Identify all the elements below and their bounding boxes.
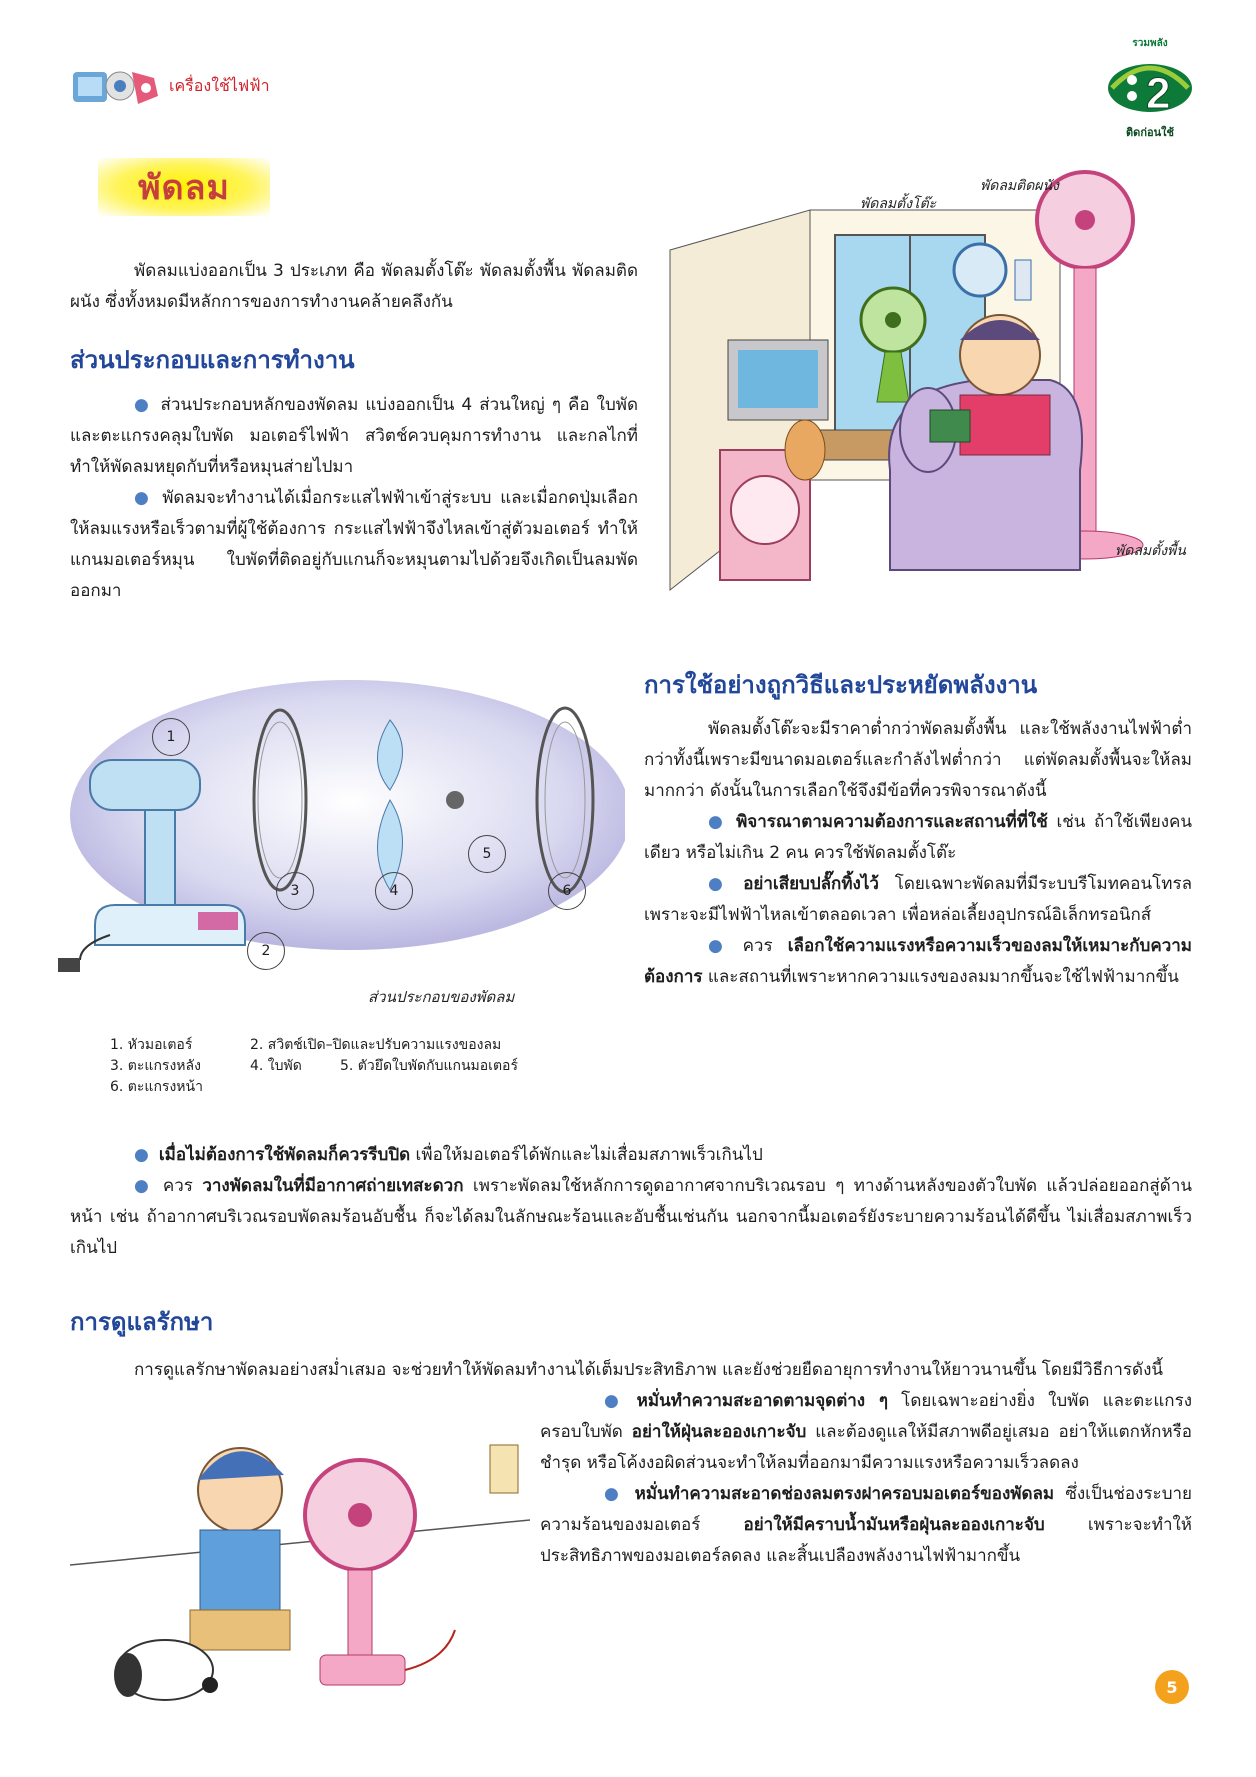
section2-intro: พัดลมตั้งโต๊ะจะมีราคาต่ำกว่าพัดลมตั้งพื้น และใช้พลังงานไฟฟ้าต่ำกว่าทั้งนี้เพราะมีขนาดมอเตอร์และกำลังไฟต่ำกว่า แต่พัดลมตั้งพื้นจะให้ลมมากกว่า ดังนั้นในการเลือกใช้จึงมีข้อที่ควรพิจารณาดังนี้ — [644, 719, 1192, 801]
section2-bullet-2: ● อย่าเสียบปลั๊กทิ้งไว้ โดยเฉพาะพัดลมที่มีระบบรีโมทคอนโทรล เพราะจะมีไฟฟ้าไหลเข้าตลอดเวลา เพื่อหล่อเลี้ยงอุปกรณ์อิเล็กทรอนิกส์ — [644, 874, 1192, 925]
diagram-number-2: 2 — [247, 932, 285, 970]
intro-paragraph — [70, 256, 638, 318]
intro-text: พัดลมแบ่งออกเป็น 3 ประเภท คือ พัดลมตั้งโต๊ะ พัดลมตั้งพื้น พัดลมติดผนัง ซึ่งทั้งหมดมีหลักการของการทำงานคล้ายคลึงกัน — [70, 261, 638, 312]
section2-fullwidth — [70, 1140, 1192, 1264]
bullet-icon: ● — [134, 1176, 153, 1196]
svg-text:รวมพลัง: รวมพลัง — [1132, 38, 1168, 49]
diagram-number-3: 3 — [276, 872, 314, 910]
logo-emblem-icon — [1094, 30, 1208, 142]
section1-paragraph-2: ● พัดลมจะทำงานได้เมื่อกระแสไฟฟ้าเข้าสู่ระบบ และเมื่อกดปุ่มเลือกให้ลมแรงหรือเร็วตามที่ผู้ใช้ต้องการ กระแสไฟฟ้าจึงไหลเข้าสู่ตัวมอเตอร์ ทำให้แกนมอเตอร์หมุน ใบพัดที่ติดอยู่กับแกนก็จะหมุนตามไปด้วยจึงเกิดเป็นลมพัดออกมา — [70, 488, 638, 601]
svg-text:พัดลมติดผนัง: พัดลมติดผนัง — [980, 178, 1059, 194]
section2-body — [644, 714, 1192, 993]
legend-item: 5. ตัวยึดใบพัดกับแกนมอเตอร์ — [340, 1058, 518, 1074]
maintenance-illustration — [70, 1420, 530, 1710]
campaign-logo — [1094, 30, 1208, 142]
svg-text:2: 2 — [1146, 69, 1171, 118]
header-category — [70, 62, 270, 110]
section3-intro: การดูแลรักษาพัดลมอย่างสม่ำเสมอ จะช่วยทำให้พัดลมทำงานได้เต็มประสิทธิภาพ และยังช่วยยืดอายุการทำงานให้ยาวนานขึ้น โดยมีวิธีการดังนี้ — [134, 1360, 1163, 1380]
section-heading-components: ส่วนประกอบและการทำงาน — [70, 346, 355, 374]
boy-cleaning-fan-image — [70, 1420, 530, 1710]
section2-bullet-1: ● พิจารณาตามความต้องการและสถานที่ที่ใช้ เช่น ถ้าใช้เพียงคนเดียว หรือไม่เกิน 2 คน ควรใช้พัดลมตั้งโต๊ะ — [644, 812, 1192, 863]
section2-bullet-3: ● ควร เลือกใช้ความแรงหรือความเร็วของลมให้เหมาะกับความต้องการ และสถานที่เพราะหากความแรงของลมมากขึ้นจะใช้ไฟฟ้ามากขึ้น — [644, 936, 1192, 987]
diagram-number-6: 6 — [548, 872, 586, 910]
section1-paragraph-1: ● ส่วนประกอบหลักของพัดลม แบ่งออกเป็น 4 ส่วนใหญ่ ๆ คือ ใบพัดและตะแกรงคลุมใบพัด มอเตอร์ไฟฟ้า สวิตช์ควบคุมการทำงาน และกลไกที่ทำให้พัดลมหยุดกับที่หรือหมุนส่ายไปมา — [70, 395, 638, 477]
page-title: พัดลม — [138, 168, 230, 208]
bullet-icon: ● — [604, 1484, 625, 1504]
bullet-icon: ● — [708, 812, 727, 832]
bullet-icon: ● — [134, 395, 151, 415]
section-heading-usage: การใช้อย่างถูกวิธีและประหยัดพลังงาน — [644, 671, 1038, 699]
diagram-caption: ส่วนประกอบของพัดลม — [368, 988, 515, 1006]
legend-row — [110, 1056, 518, 1077]
legend-item: 1. หัวมอเตอร์ — [110, 1037, 193, 1053]
bullet-icon: ● — [708, 874, 734, 894]
section3-bullet-1: ● หมั่นทำความสะอาดตามจุดต่าง ๆ โดยเฉพาะอย่างยิ่ง ใบพัด และตะแกรงครอบใบพัด อย่าให้ฝุ่นละอองเกาะจับ และต้องดูแลให้มีสภาพดีอยู่เสมอ อย่าให้แตกหักหรือชำรุด หรือโค้งงอผิดส่วนจะทำให้ลมที่ออกมามีความแรงหรือความเร็วลดลง — [540, 1391, 1193, 1473]
fan-parts-image — [50, 680, 625, 1010]
section-heading-maintenance: การดูแลรักษา — [70, 1308, 214, 1336]
bullet-icon: ● — [134, 488, 153, 508]
diagram-legend — [110, 1035, 518, 1098]
section3-body — [540, 1386, 1192, 1572]
section3-bullet-2: ● หมั่นทำความสะอาดช่องลมตรงฝาครอบมอเตอร์ของพัดลม ซึ่งเป็นช่องระบายความร้อนของมอเตอร์ อย่าให้มีคราบน้ำมันหรือฝุ่นละอองเกาะจับ เพราะจะทำให้ประสิทธิภาพของมอเตอร์ลดลง และสิ้นเปลืองพลังงานไฟฟ้ามากขึ้น — [540, 1484, 1192, 1566]
section1-body — [70, 390, 638, 607]
title-highlight — [98, 158, 270, 216]
appliances-icon — [70, 62, 165, 110]
bullet-icon: ● — [708, 936, 733, 956]
svg-text:พัดลมตั้งพื้น: พัดลมตั้งพื้น — [1115, 543, 1186, 559]
legend-item: 2. สวิตช์เปิด–ปิดและปรับความแรงของลม — [250, 1037, 502, 1053]
section2-bullet-4: ● เมื่อไม่ต้องการใช้พัดลมก็ควรรีบปิด เพื่อให้มอเตอร์ได้พักและไม่เสื่อมสภาพเร็วเกินไป — [134, 1145, 763, 1165]
page-number: 5 — [1155, 1670, 1189, 1704]
bullet-icon: ● — [604, 1391, 627, 1411]
room-scene-image — [660, 150, 1200, 660]
svg-text:พัดลมตั้งโต๊ะ: พัดลมตั้งโต๊ะ — [860, 196, 937, 212]
svg-text:ติดก่อนใช้: ติดก่อนใช้ — [1126, 126, 1174, 139]
category-label: เครื่องใช้ไฟฟ้า — [169, 75, 270, 95]
section3-intro-block — [70, 1355, 1192, 1386]
diagram-number-1: 1 — [152, 718, 190, 756]
legend-row — [110, 1035, 518, 1056]
legend-item: 6. ตะแกรงหน้า — [110, 1079, 203, 1095]
room-fans-illustration — [660, 150, 1200, 660]
legend-item: 3. ตะแกรงหลัง — [110, 1058, 201, 1074]
diagram-number-4: 4 — [375, 872, 413, 910]
legend-item: 4. ใบพัด — [250, 1058, 302, 1074]
bullet-icon: ● — [134, 1145, 149, 1165]
diagram-number-5: 5 — [468, 835, 506, 873]
section2-bullet-5: ● ควร วางพัดลมในที่มีอากาศถ่ายเทสะดวก เพราะพัดลมใช้หลักการดูดอากาศจากบริเวณรอบ ๆ ทางด้านหลังของตัวใบพัด แล้วปล่อยออกสู่ด้านหน้า เช่น ถ้าอากาศบริเวณรอบพัดลมร้อนอับชื้น ก็จะได้ลมในลักษณะร้อนและอับชื้นเช่นกัน นอกจากนี้มอเตอร์ยังระบายความร้อนได้ดีขึ้น ไม่เสื่อมสภาพเร็วเกินไป — [70, 1176, 1193, 1258]
legend-row — [110, 1077, 518, 1098]
fan-components-diagram — [50, 680, 625, 1010]
